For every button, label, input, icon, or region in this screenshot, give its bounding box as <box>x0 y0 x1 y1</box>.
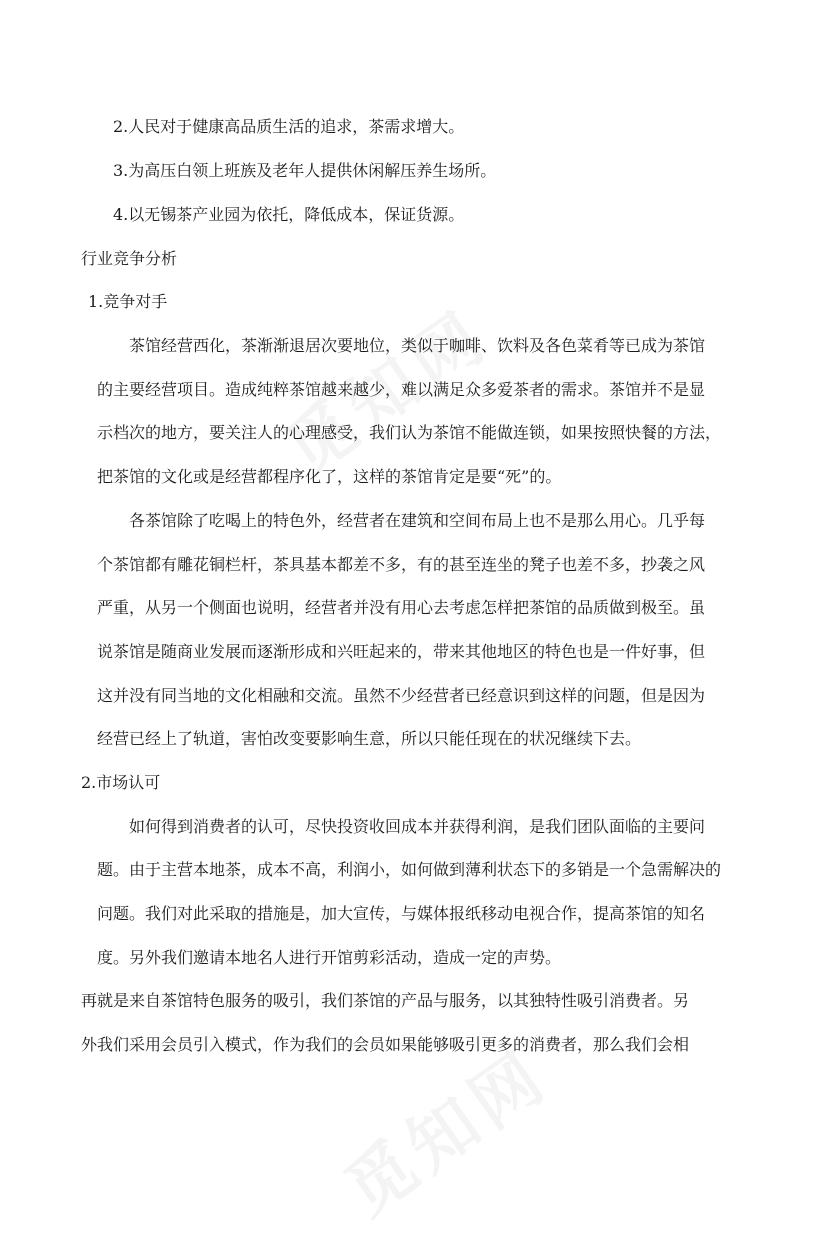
paragraph-line: 这并没有同当地的文化相融和交流。虽然不少经营者已经意识到这样的问题，但是因为 <box>97 686 706 705</box>
paragraph-line: 严重，从另一个侧面也说明，经营者并没有用心去考虑怎样把茶馆的品质做到极至。虽 <box>97 598 706 617</box>
paragraph-line: 如何得到消费者的认可，尽快投资收回成本并获得利润，是我们团队面临的主要问 <box>129 817 706 836</box>
paragraph-line: 示档次的地方，要关注人的心理感受，我们认为茶馆不能做连锁，如果按照快餐的方法， <box>97 423 722 442</box>
paragraph-line: 经营已经上了轨道，害怕改变要影响生意，所以只能任现在的状况继续下去。 <box>97 729 642 748</box>
paragraph-line: 再就是来自茶馆特色服务的吸引，我们茶馆的产品与服务，以其独特性吸引消费者。另 <box>81 991 690 1010</box>
paragraph-line: 的主要经营项目。造成纯粹茶馆越来越少，难以满足众多爱茶者的需求。茶馆并不是显 <box>97 380 706 399</box>
paragraph-line: 问题。我们对此采取的措施是，加大宣传，与媒体报纸移动电视合作，提高茶馆的知名 <box>97 904 706 923</box>
paragraph-line: 各茶馆除了吃喝上的特色外，经营者在建筑和空间布局上也不是那么用心。几乎每 <box>129 511 706 530</box>
paragraph-line: 把茶馆的文化或是经营都程序化了，这样的茶馆肯定是要“死”的。 <box>97 467 562 486</box>
paragraph-line: 茶馆经营西化，茶渐渐退居次要地位，类似于咖啡、饮料及各色菜肴等已成为茶馆 <box>129 336 706 355</box>
subsection-heading: 2.市场认可 <box>81 773 161 792</box>
list-item: 4.以无锡茶产业园为依托，降低成本，保证货源。 <box>113 205 465 224</box>
paragraph-line: 个茶馆都有雕花铜栏杆，茶具基本都差不多，有的甚至连坐的凳子也差不多，抄袭之风 <box>97 555 706 574</box>
paragraph-line: 题。由于主营本地茶，成本不高，利润小，如何做到薄利状态下的多销是一个急需解决的 <box>97 860 722 879</box>
list-item: 2.人民对于健康高品质生活的追求，茶需求增大。 <box>113 117 465 136</box>
section-title: 行业竞争分析 <box>81 249 178 268</box>
paragraph-line: 外我们采用会员引入模式，作为我们的会员如果能够吸引更多的消费者，那么我们会相 <box>81 1035 690 1054</box>
subsection-heading: 1.竞争对手 <box>88 292 168 311</box>
list-item: 3.为高压白领上班族及老年人提供休闲解压养生场所。 <box>113 161 497 180</box>
paragraph-line: 度。另外我们邀请本地名人进行开馆剪彩活动，造成一定的声势。 <box>97 948 562 967</box>
paragraph-line: 说茶馆是随商业发展而逐渐形成和兴旺起来的，带来其他地区的特色也是一件好事，但 <box>97 642 706 661</box>
